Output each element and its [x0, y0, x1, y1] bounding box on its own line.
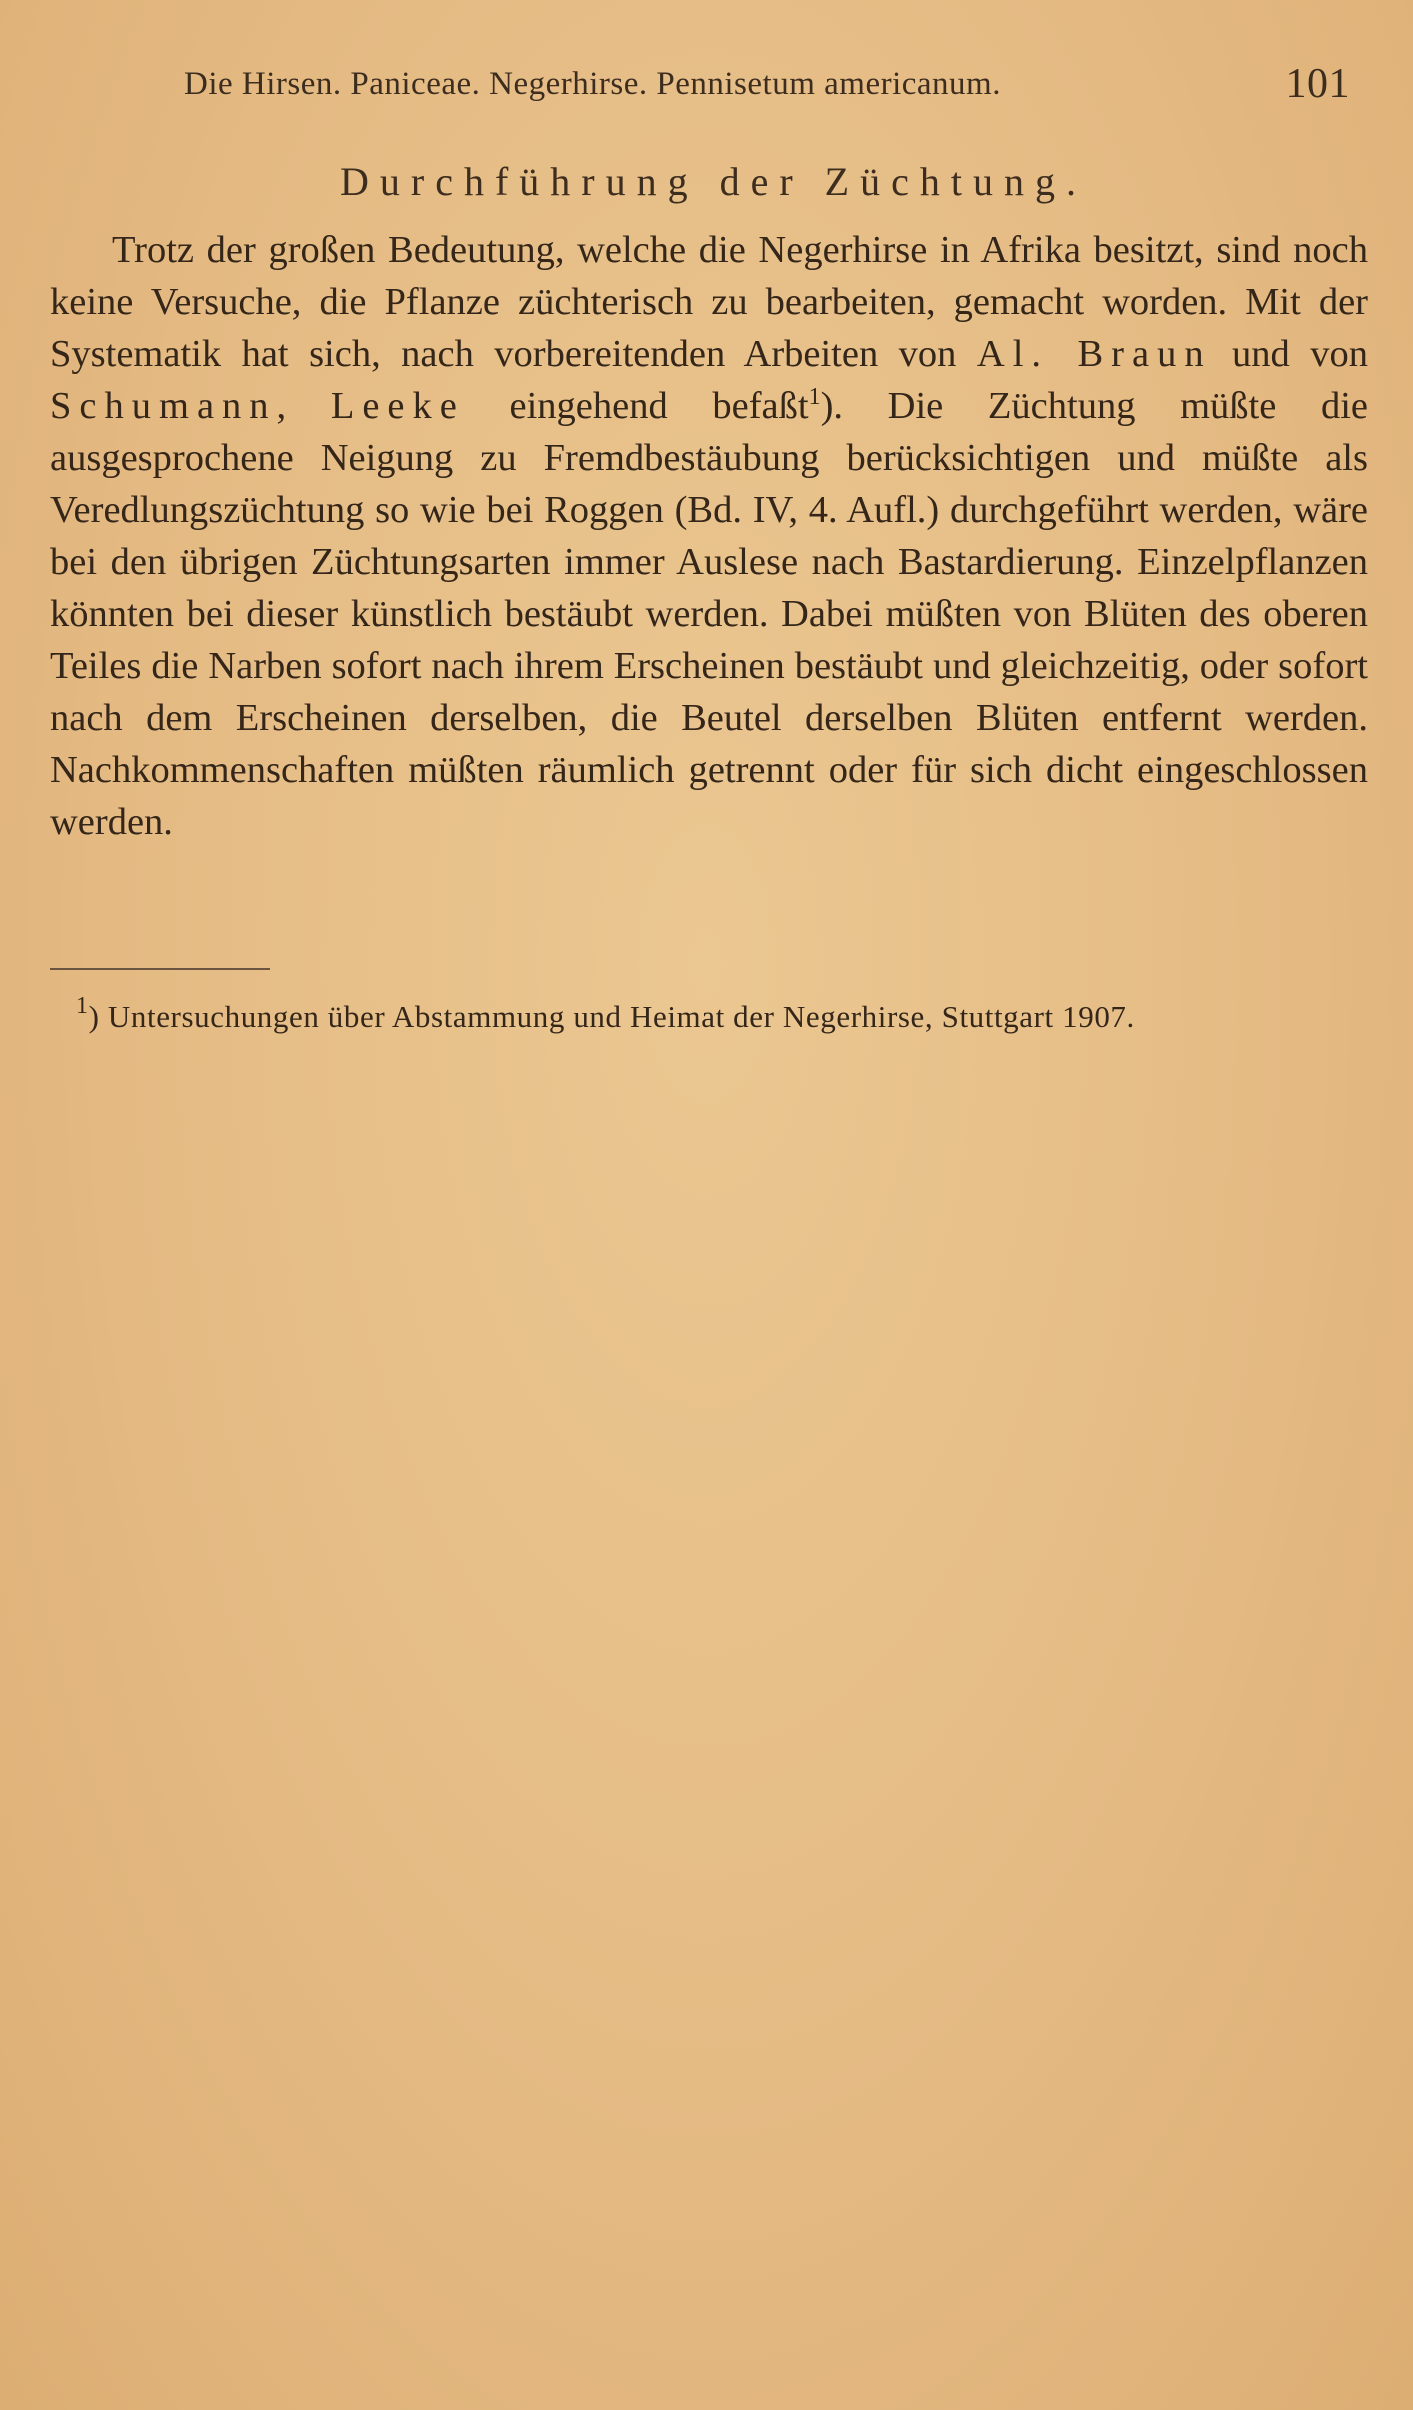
- footnote-text: Untersuchungen über Abstammung und Heimat der Negerhirse, Stuttgart 1907.: [99, 999, 1135, 1034]
- author-name-braun: Al. Braun: [976, 333, 1212, 375]
- footnote-marker: 1: [76, 993, 89, 1019]
- author-name-leeke: Leeke: [330, 385, 465, 427]
- section-heading: Durchführung der Züchtung.: [340, 159, 1087, 204]
- body-text-part-4: eingehend befaßt: [464, 385, 809, 427]
- footnote-text-line: [50, 993, 1368, 1038]
- footnote-divider: [50, 968, 270, 970]
- author-name-schumann: Schumann: [50, 385, 277, 427]
- body-text-part-3: ,: [276, 385, 331, 427]
- running-head: [184, 60, 1364, 110]
- body-text-part-5: ). Die Züchtung müßte die ausgesprochene Neigung zu Fremdbestäubung berücksichtigen und müßte als Veredlungszüchtung so wie bei Roggen (Bd. IV, 4. Aufl.) durchgeführt werden, wäre bei den übrigen Züchtungsarten immer Auslese nach Bastardierung. Einzelpflanzen könnten bei dieser künstlich bestäubt werden. Dabei müßten von Blüten des oberen Teiles die Narben sofort nach ihrem Erscheinen bestäubt und gleichzeitig, oder sofort nach dem Erscheinen derselben, die Beutel derselben Blüten entfernt werden. Nachkommenschaften müßten räumlich getrennt oder für sich dicht eingeschlossen werden.: [50, 385, 1369, 843]
- page-number: 101: [1285, 61, 1350, 107]
- footnote-marker-suffix: ): [88, 999, 100, 1034]
- body-paragraph: [50, 224, 1368, 848]
- body-text-part-2: und von: [1211, 333, 1369, 375]
- footnote: [50, 993, 1368, 1038]
- body-paragraph-block: [50, 224, 1368, 848]
- running-head-title: Die Hirsen. Paniceae. Negerhirse. Pennisetum americanum.: [184, 66, 1001, 102]
- body-text-part-1: Trotz der großen Bedeutung, welche die Negerhirse in Afrika besitzt, sind noch keine Versuche, die Pflanze züchterisch zu bearbeiten, gemacht worden. Mit der Systematik hat sich, nach vorbereitenden Arbeiten von: [50, 229, 1368, 375]
- footnote-reference[interactable]: 1: [808, 384, 821, 410]
